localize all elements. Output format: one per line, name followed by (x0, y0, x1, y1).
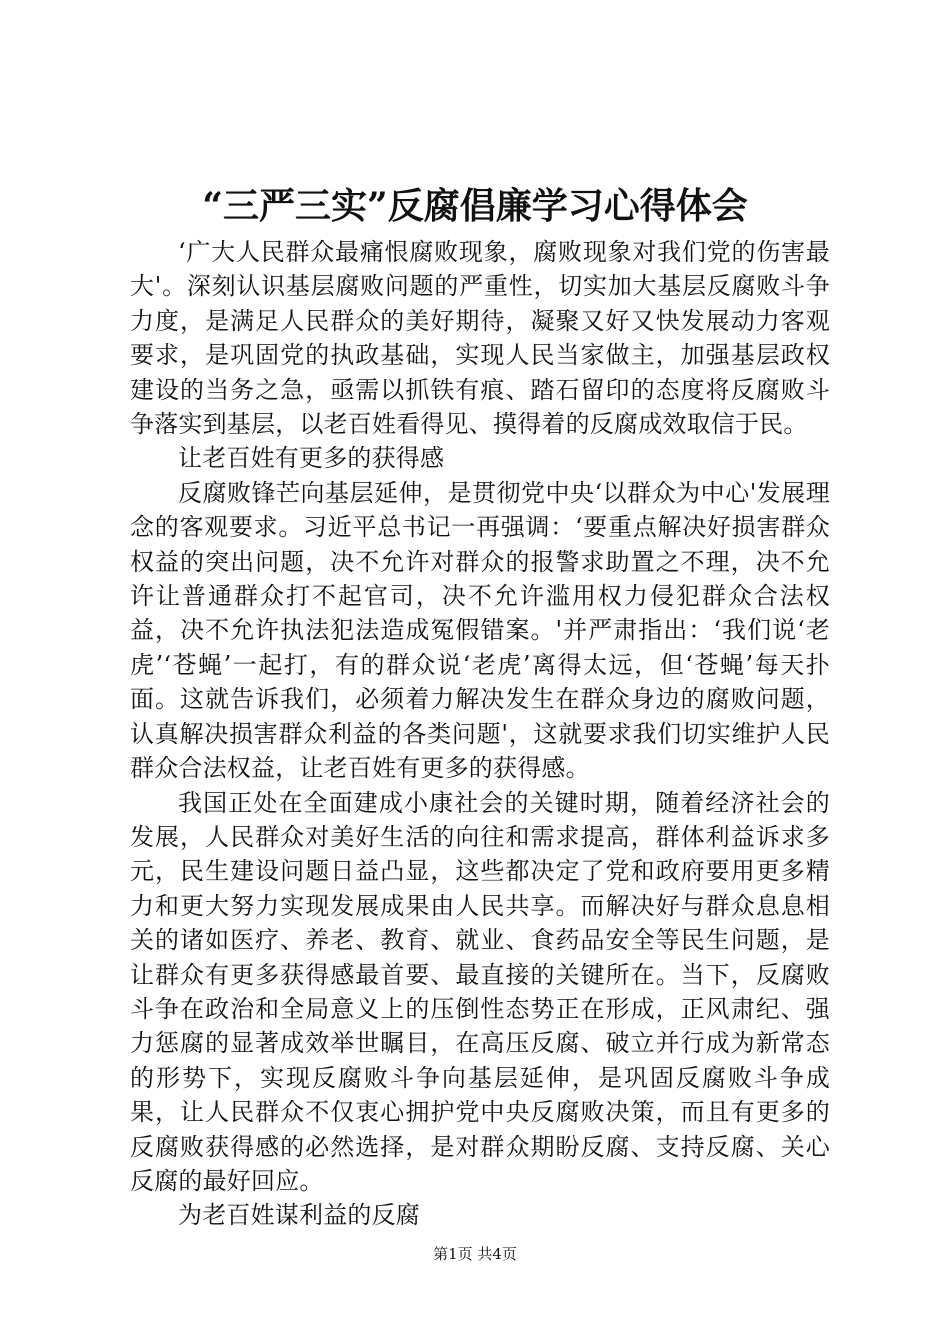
section-heading: 让老百姓有更多的获得感 (178, 444, 445, 473)
document-title: “三严三实”反腐倡廉学习心得体会 (202, 185, 748, 227)
page-footer: 第1页 共4页 (433, 1245, 517, 1263)
body-paragraph: ‘广大人民群众最痛恨腐败现象，腐败现象对我们党的伤害最大'。深刻认识基层腐败问题的严重性，切实加大基层反腐败斗争力度，是满足人民群众的美好期待，凝聚又好又快发展动力客观要求，是巩固党的执政基础，实现人民当家做主，加强基层政权建设的当务之急，亟需以抓铁有痕、踏石留印的态度将反腐败斗争落实到基层，以老百姓看得见、摸得着的反腐成效取信于民。 (130, 238, 830, 439)
section-heading: 为老百姓谋利益的反腐 (178, 1201, 420, 1230)
body-paragraph: 反腐败锋芒向基层延伸，是贯彻党中央‘以群众为中心'发展理念的客观要求。习近平总书记一再强调：‘要重点解决好损害群众权益的突出问题，决不允许对群众的报警求助置之不理，决不允许让普通群众打不起官司，决不允许滥用权力侵犯群众合法权益，决不允许执法犯法造成冤假错案。'并严肃指出：‘我们说‘老虎’‘苍蝇’一起打，有的群众说‘老虎’离得太远，但‘苍蝇’每天扑面。这就告诉我们，必须着力解决发生在群众身边的腐败问题，认真解决损害群众利益的各类问题'，这就要求我们切实维护人民群众合法权益，让老百姓有更多的获得感。 (130, 478, 830, 783)
document-body (130, 235, 830, 1233)
body-paragraph: 我国正处在全面建成小康社会的关键时期，随着经济社会的发展，人民群众对美好生活的向往和需求提高，群体利益诉求多元，民生建设问题日益凸显，这些都决定了党和政府要用更多精力和更大努力实现发展成果由人民共享。而解决好与群众息息相关的诸如医疗、养老、教育、就业、食药品安全等民生问题，是让群众有更多获得感最首要、最直接的关键所在。当下，反腐败斗争在政治和全局意义上的压倒性态势正在形成，正风肃纪、强力惩腐的显著成效举世瞩目，在高压反腐、破立并行成为新常态的形势下，实现反腐败斗争向基层延伸，是巩固反腐败斗争成果，让人民群众不仅衷心拥护党中央反腐败决策，而且有更多的反腐败获得感的必然选择，是对群众期盼反腐、支持反腐、关心反腐的最好回应。 (130, 788, 830, 1195)
